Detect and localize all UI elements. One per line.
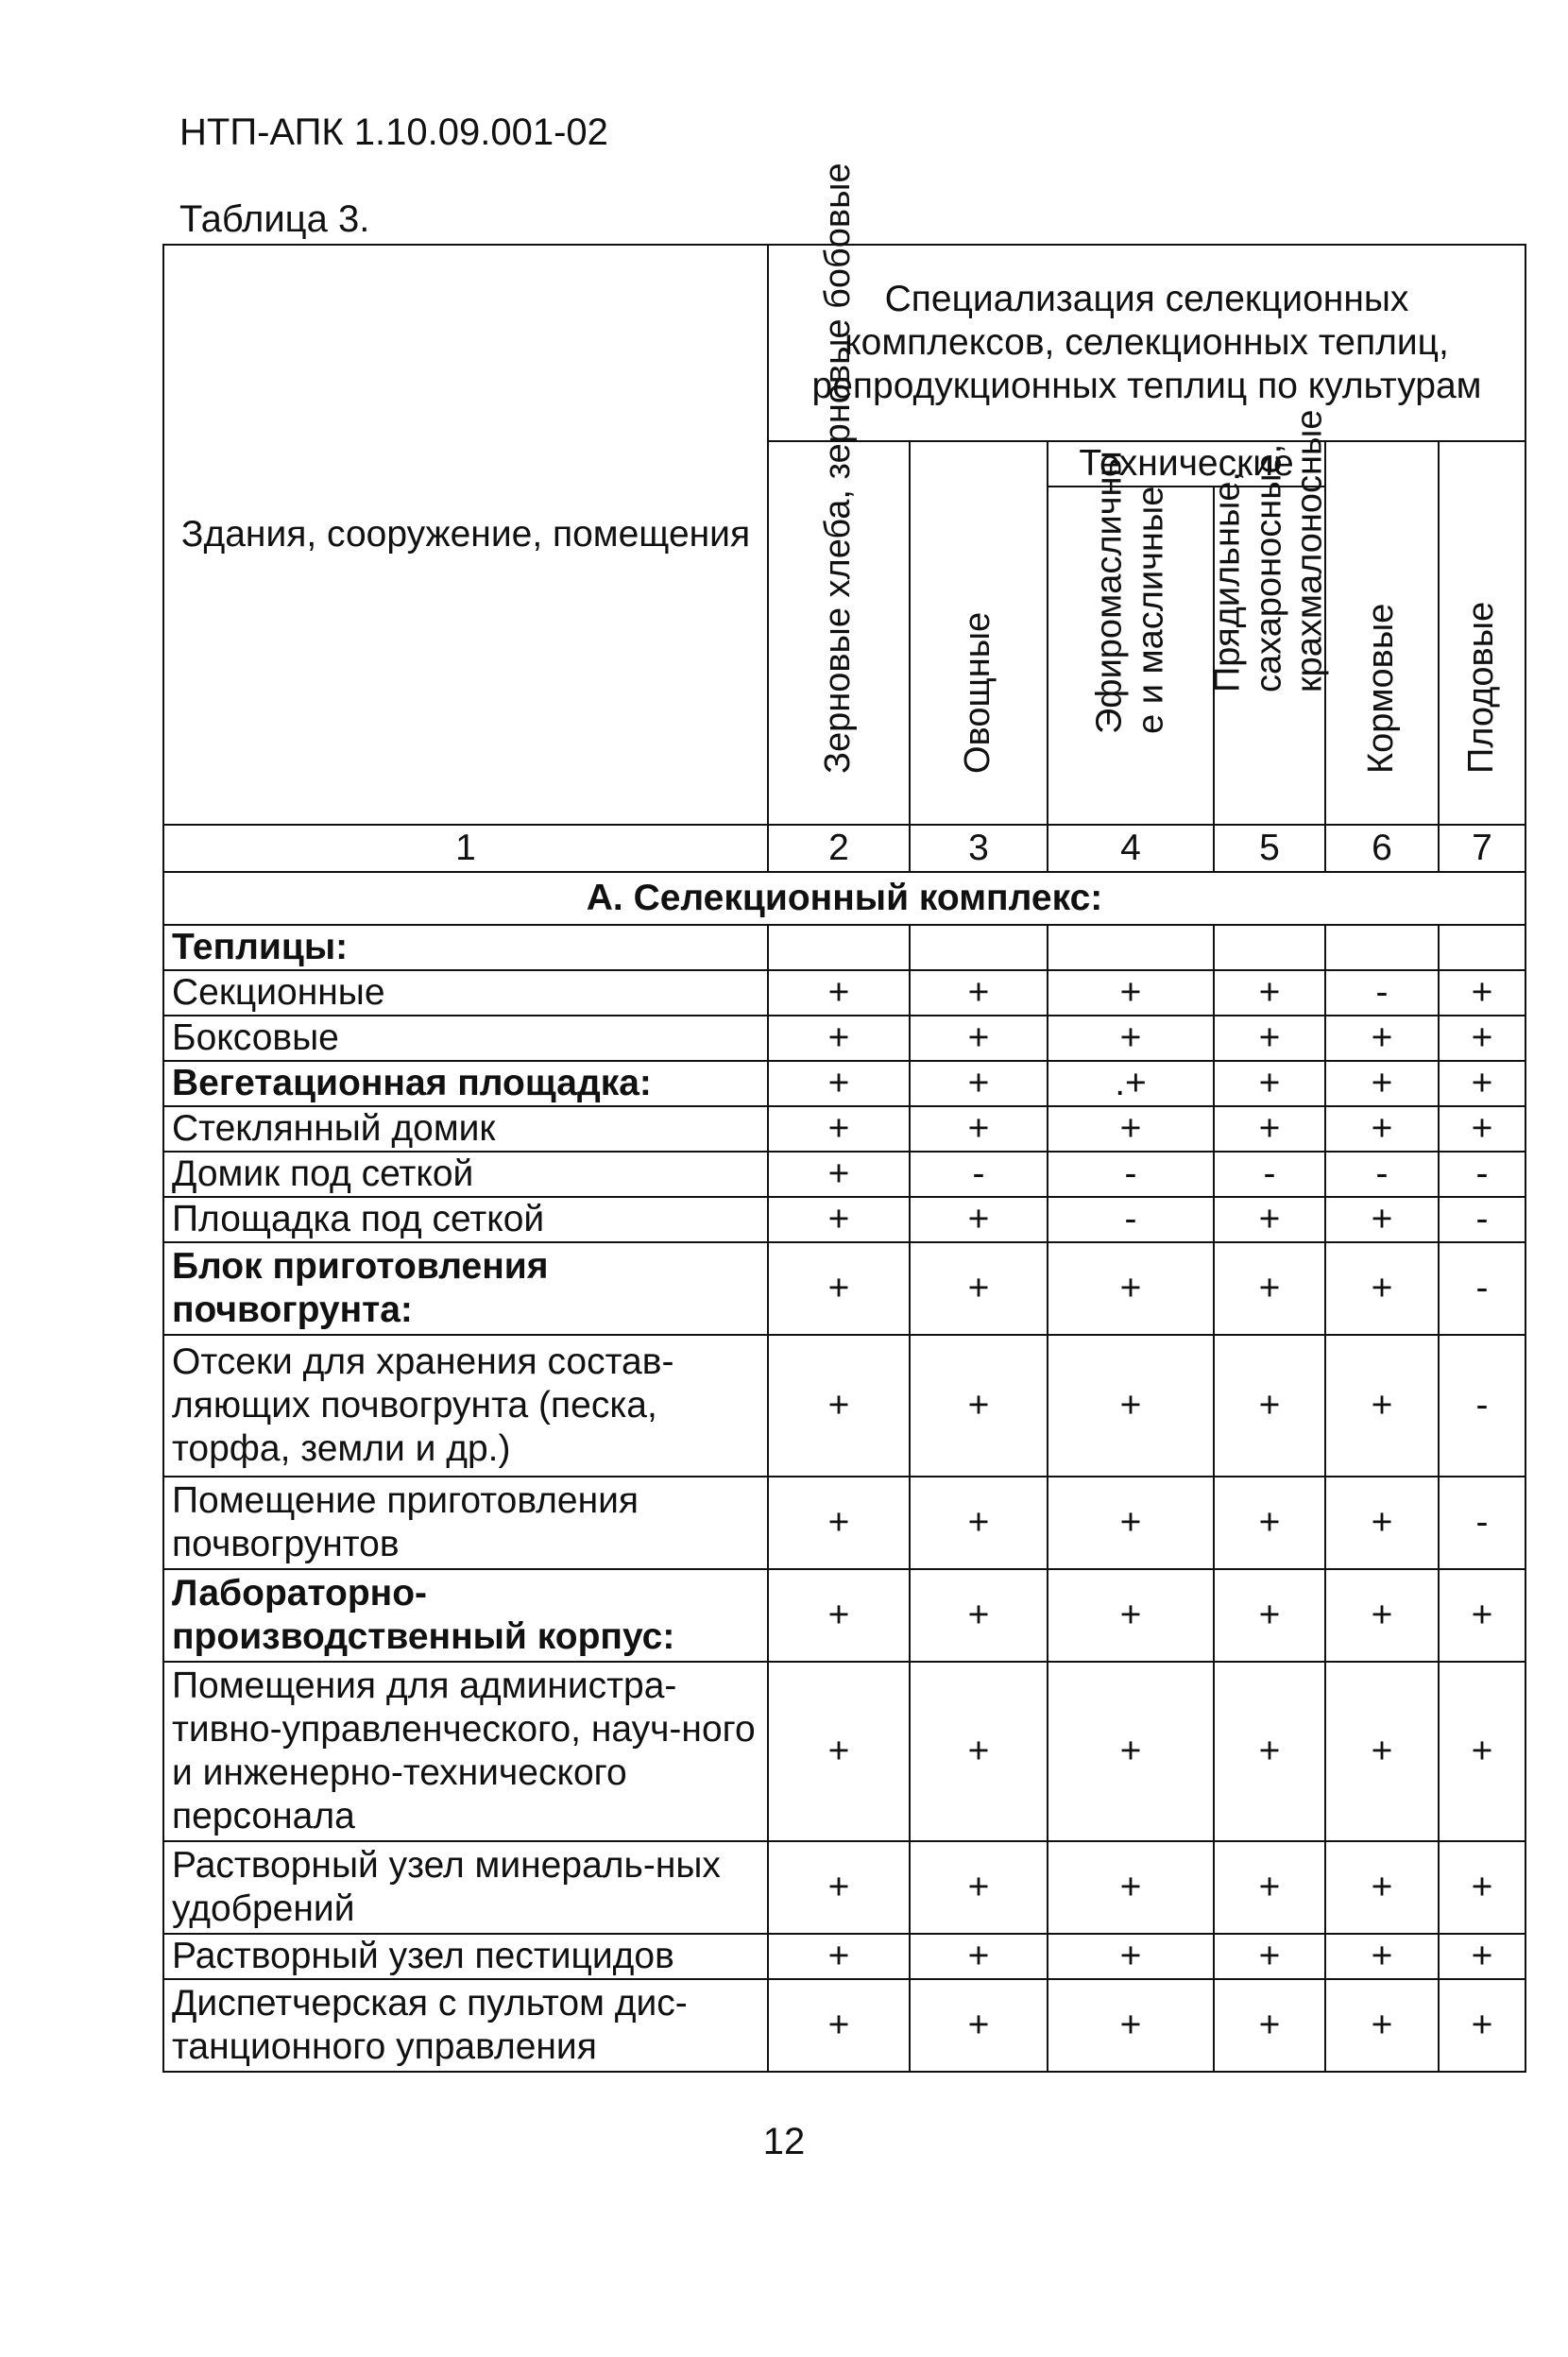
mark-cell: +: [910, 1979, 1048, 2072]
mark-cell: +: [1325, 1061, 1439, 1106]
table-row: [163, 1477, 1525, 1569]
column-number: 7: [1439, 825, 1525, 872]
row-label: Площадка под сеткой: [163, 1197, 768, 1242]
mark-cell: +: [1214, 1979, 1325, 2072]
mark-cell: -: [1439, 1477, 1525, 1569]
mark-cell: +: [1048, 1569, 1214, 1662]
mark-cell: [910, 925, 1048, 970]
header-buildings: Здания, сооружение, помещения: [163, 245, 768, 825]
header-fruit-text: Плодовые: [1461, 602, 1502, 775]
mark-cell: +: [1325, 1016, 1439, 1061]
mark-cell: +: [768, 1152, 910, 1197]
mark-cell: +: [1048, 970, 1214, 1016]
mark-cell: +: [1439, 1569, 1525, 1662]
column-number: 5: [1214, 825, 1325, 872]
mark-cell: +: [1214, 1197, 1325, 1242]
mark-cell: +: [910, 970, 1048, 1016]
table-row: [163, 1569, 1525, 1662]
mark-cell: +: [1048, 1934, 1214, 1979]
table-body: [163, 925, 1525, 2072]
mark-cell: +: [768, 1841, 910, 1934]
mark-cell: +: [1048, 1477, 1214, 1569]
header-fodder-text: Кормовые: [1361, 604, 1402, 775]
mark-cell: -: [1048, 1197, 1214, 1242]
column-number: 3: [910, 825, 1048, 872]
mark-cell: +: [1325, 1569, 1439, 1662]
mark-cell: +: [768, 1569, 910, 1662]
mark-cell: -: [1439, 1242, 1525, 1335]
mark-cell: +: [910, 1841, 1048, 1934]
column-number-row: [163, 825, 1525, 872]
mark-cell: +: [1048, 1106, 1214, 1152]
mark-cell: +: [768, 1477, 910, 1569]
row-label: Диспетчерская с пультом дис-танционного управления: [163, 1979, 768, 2072]
mark-cell: +: [1439, 1106, 1525, 1152]
mark-cell: +: [910, 1242, 1048, 1335]
row-label: Помещение приготовления почвогрунтов: [163, 1477, 768, 1569]
mark-cell: +: [768, 1197, 910, 1242]
mark-cell: +: [910, 1569, 1048, 1662]
mark-cell: -: [1439, 1335, 1525, 1477]
table-row: [163, 1979, 1525, 2072]
row-label: Теплицы:: [163, 925, 768, 970]
mark-cell: +: [1325, 1106, 1439, 1152]
mark-cell: +: [1439, 1979, 1525, 2072]
mark-cell: [1439, 925, 1525, 970]
mark-cell: +: [1325, 1841, 1439, 1934]
column-number: 1: [163, 825, 768, 872]
document-code: НТП-АПК 1.10.09.001-02: [179, 111, 608, 153]
row-label: Отсеки для хранения состав-ляющих почвогрунта (песка, торфа, земли и др.): [163, 1335, 768, 1477]
mark-cell: +: [1048, 1841, 1214, 1934]
table-caption: Таблица 3.: [179, 198, 370, 240]
mark-cell: -: [1325, 1152, 1439, 1197]
header-technical: Технические: [1048, 441, 1325, 487]
mark-cell: +: [910, 1662, 1048, 1841]
row-label: Растворный узел минераль-ных удобрений: [163, 1841, 768, 1934]
row-label: Лабораторно-производственный корпус:: [163, 1569, 768, 1662]
mark-cell: +: [1439, 1841, 1525, 1934]
mark-cell: +: [768, 1934, 910, 1979]
mark-cell: +: [1439, 1016, 1525, 1061]
mark-cell: +: [1214, 1242, 1325, 1335]
row-label: Домик под сеткой: [163, 1152, 768, 1197]
mark-cell: +: [910, 1016, 1048, 1061]
mark-cell: +: [1214, 1016, 1325, 1061]
table-row: [163, 1335, 1525, 1477]
row-label: Секционные: [163, 970, 768, 1016]
row-label: Растворный узел пестицидов: [163, 1934, 768, 1979]
mark-cell: +: [1214, 1106, 1325, 1152]
mark-cell: +: [768, 1016, 910, 1061]
row-label: Вегетационная площадка:: [163, 1061, 768, 1106]
row-label: Помещения для администра-тивно-управленческого, науч-ного и инженерно-технического персонала: [163, 1662, 768, 1841]
mark-cell: +: [1439, 1934, 1525, 1979]
table-row: [163, 1016, 1525, 1061]
mark-cell: .+: [1048, 1061, 1214, 1106]
mark-cell: +: [768, 1106, 910, 1152]
section-title: А. Селекционный комплекс:: [163, 872, 1525, 925]
mark-cell: +: [1214, 1477, 1325, 1569]
mark-cell: +: [1214, 1335, 1325, 1477]
mark-cell: +: [910, 1197, 1048, 1242]
column-number: 4: [1048, 825, 1214, 872]
row-label: Стеклянный домик: [163, 1106, 768, 1152]
table-row: [163, 1934, 1525, 1979]
mark-cell: +: [910, 1934, 1048, 1979]
mark-cell: +: [910, 1106, 1048, 1152]
mark-cell: [1214, 925, 1325, 970]
mark-cell: +: [1325, 1979, 1439, 2072]
mark-cell: -: [910, 1152, 1048, 1197]
page-number: 12: [762, 2121, 806, 2162]
mark-cell: +: [1325, 1662, 1439, 1841]
mark-cell: +: [768, 1242, 910, 1335]
mark-cell: +: [1048, 1979, 1214, 2072]
mark-cell: +: [1325, 1242, 1439, 1335]
mark-cell: +: [1439, 1061, 1525, 1106]
mark-cell: +: [1214, 1569, 1325, 1662]
header-fiber-sugar: [1207, 409, 1330, 825]
mark-cell: +: [1214, 1841, 1325, 1934]
mark-cell: +: [1214, 1061, 1325, 1106]
mark-cell: +: [1048, 1662, 1214, 1841]
table-row: [163, 1841, 1525, 1934]
mark-cell: -: [1439, 1152, 1525, 1197]
header-vegetables-text: Овощные: [958, 612, 998, 775]
header-fodder: [1325, 441, 1439, 825]
mark-cell: [768, 925, 910, 970]
row-label: Блок приготовления почвогрунта:: [163, 1242, 768, 1335]
mark-cell: +: [1325, 1477, 1439, 1569]
mark-cell: +: [910, 1477, 1048, 1569]
table-row: [163, 1106, 1525, 1152]
header-grain: [768, 162, 910, 825]
mark-cell: -: [1439, 1197, 1525, 1242]
mark-cell: +: [1439, 1662, 1525, 1841]
header-fiber-sugar-text: Прядильные, сахароносные, крахмалоносные: [1207, 409, 1330, 692]
header-essential-oil-text: Эфиромасличны е и масличные: [1089, 450, 1170, 734]
mark-cell: +: [1325, 1335, 1439, 1477]
mark-cell: +: [910, 1335, 1048, 1477]
mark-cell: +: [1048, 1242, 1214, 1335]
mark-cell: -: [1325, 970, 1439, 1016]
column-number: 2: [768, 825, 910, 872]
table-row: [163, 1061, 1525, 1106]
header-grain-text: Зерновые хлеба, зерновые бобовые: [818, 162, 859, 775]
mark-cell: +: [1439, 970, 1525, 1016]
header-specialization: Специализация селекционных комплексов, селекционных теплиц, репродукционных теплиц по культурам: [768, 245, 1525, 441]
mark-cell: +: [1325, 1197, 1439, 1242]
row-label: Боксовые: [163, 1016, 768, 1061]
mark-cell: +: [1048, 1016, 1214, 1061]
mark-cell: +: [768, 1061, 910, 1106]
mark-cell: +: [1048, 1335, 1214, 1477]
mark-cell: +: [910, 1061, 1048, 1106]
table-row: [163, 1242, 1525, 1335]
table-row: [163, 1197, 1525, 1242]
mark-cell: +: [1214, 1662, 1325, 1841]
table-row: [163, 1662, 1525, 1841]
mark-cell: -: [1048, 1152, 1214, 1197]
mark-cell: [1048, 925, 1214, 970]
mark-cell: -: [1214, 1152, 1325, 1197]
mark-cell: [1325, 925, 1439, 970]
header-vegetables: [910, 441, 1048, 825]
mark-cell: +: [768, 1662, 910, 1841]
mark-cell: +: [768, 1335, 910, 1477]
mark-cell: +: [1325, 1934, 1439, 1979]
mark-cell: +: [1214, 970, 1325, 1016]
column-number: 6: [1325, 825, 1439, 872]
header-fruit: [1439, 441, 1525, 825]
table-row: [163, 925, 1525, 970]
mark-cell: +: [1214, 1934, 1325, 1979]
table-row: [163, 1152, 1525, 1197]
mark-cell: +: [768, 1979, 910, 2072]
mark-cell: +: [768, 970, 910, 1016]
table-row: [163, 970, 1525, 1016]
